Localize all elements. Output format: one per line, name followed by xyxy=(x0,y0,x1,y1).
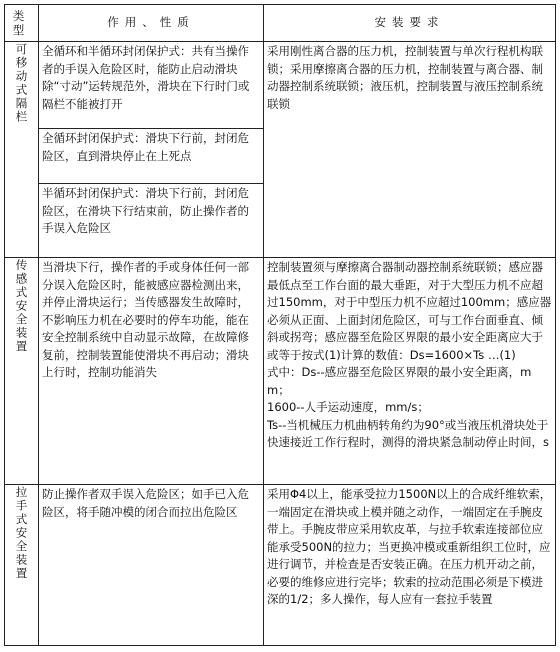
function-cell: 防止操作者双手误入危险区；如手已入危险区，将手随冲模的闭合而拉出危险区 xyxy=(39,485,264,646)
table-row xyxy=(5,258,556,485)
function-cell: 当滑块下行，操作者的手或身体任何一部分误入危险区时，能被感应器检测出来，并停止滑块运行；当传感器发生故障时，不影响压力机在必要时的停车功能，能在安全控制系统中自动显示故障，在故障修复前，控制装置能使滑块不再启动；滑块上行时，控制功能消失 xyxy=(39,258,264,485)
requirements-cell: 采用Φ4以上，能承受拉力1500N以上的合成纤维软索，一端固定在滑块或上模并随之动作，一端固定在手腕皮带上。手腕皮带应采用软皮革，与拉手软索连接部位应能承受500N的拉力；当更换冲模或重新组织工位时，应进行调节，并检查是否安装正确。在压力机开动之前，必要的维修应进行完毕；软索的拉动范围必须是下模进深的1/2；多人操作，每人应有一套拉手装置 xyxy=(264,485,556,646)
type-label: 可移动式隔栏 xyxy=(14,43,29,124)
function-cell: 半循环封闭保护式：滑块下行前，封闭危险区，在滑块下行结束前，防止操作者的手误入危险区 xyxy=(39,184,264,258)
type-label: 传感式安全装置 xyxy=(14,259,29,354)
requirements-paragraph: 式中：Ds--感应器至危险区界限的最小安全距离，mm； xyxy=(267,365,532,397)
header-row xyxy=(5,5,556,42)
requirements-cell xyxy=(264,258,556,485)
type-label: 拉手式安全装置 xyxy=(14,486,29,581)
function-cell: 全循环和半循环封闭保护式：共有当操作者的手误入危险区时，能防止启动滑块除“寸动”运转规范外，滑块在下行时门或隔栏不能被打开 xyxy=(39,42,264,129)
safety-device-table xyxy=(4,4,556,646)
table-row xyxy=(5,485,556,646)
requirements-paragraph: 控制装置须与摩擦离合器制动器控制系统联锁；感应器最低点至工作台面的最大垂距，对于大型压力机不应超过150mm，对于中型压力机不应超过100mm；感应器必须从正面、上面封闭危险区，可与工作台面垂直、倾斜或拐弯；感应器至危险区界限的最小安全距离应大于或等于按式(1)计算的数值：Ds=1600×Ts …(1) xyxy=(267,260,552,362)
requirements-cell: 采用刚性离合器的压力机，控制装置与单次行程机构联锁；采用摩擦离合器的压力机，控制装置与离合器、制动器控制系统联锁；液压机，控制装置与液压控制系统联锁 xyxy=(264,42,556,258)
function-cell: 全循环封闭保护式：滑块下行前，封闭危险区，直到滑块停止在上死点 xyxy=(39,129,264,184)
header-function: 作用、性质 xyxy=(39,5,264,42)
type-cell-sensing-device xyxy=(5,258,39,485)
type-cell-movable-barrier xyxy=(5,42,39,258)
header-requirements: 安装要求 xyxy=(264,5,556,42)
type-cell-pullback-device xyxy=(5,485,39,646)
table-row xyxy=(5,42,556,129)
header-type: 类型 xyxy=(5,5,39,42)
requirements-paragraph: Ts--当机械压力机曲柄转角约为90°或当液压机滑块处于快速接近工作行程时，测得的滑块紧急制动停止时间，s xyxy=(267,417,549,449)
requirements-paragraph: 1600--人手运动速度，mm/s； xyxy=(267,400,429,414)
